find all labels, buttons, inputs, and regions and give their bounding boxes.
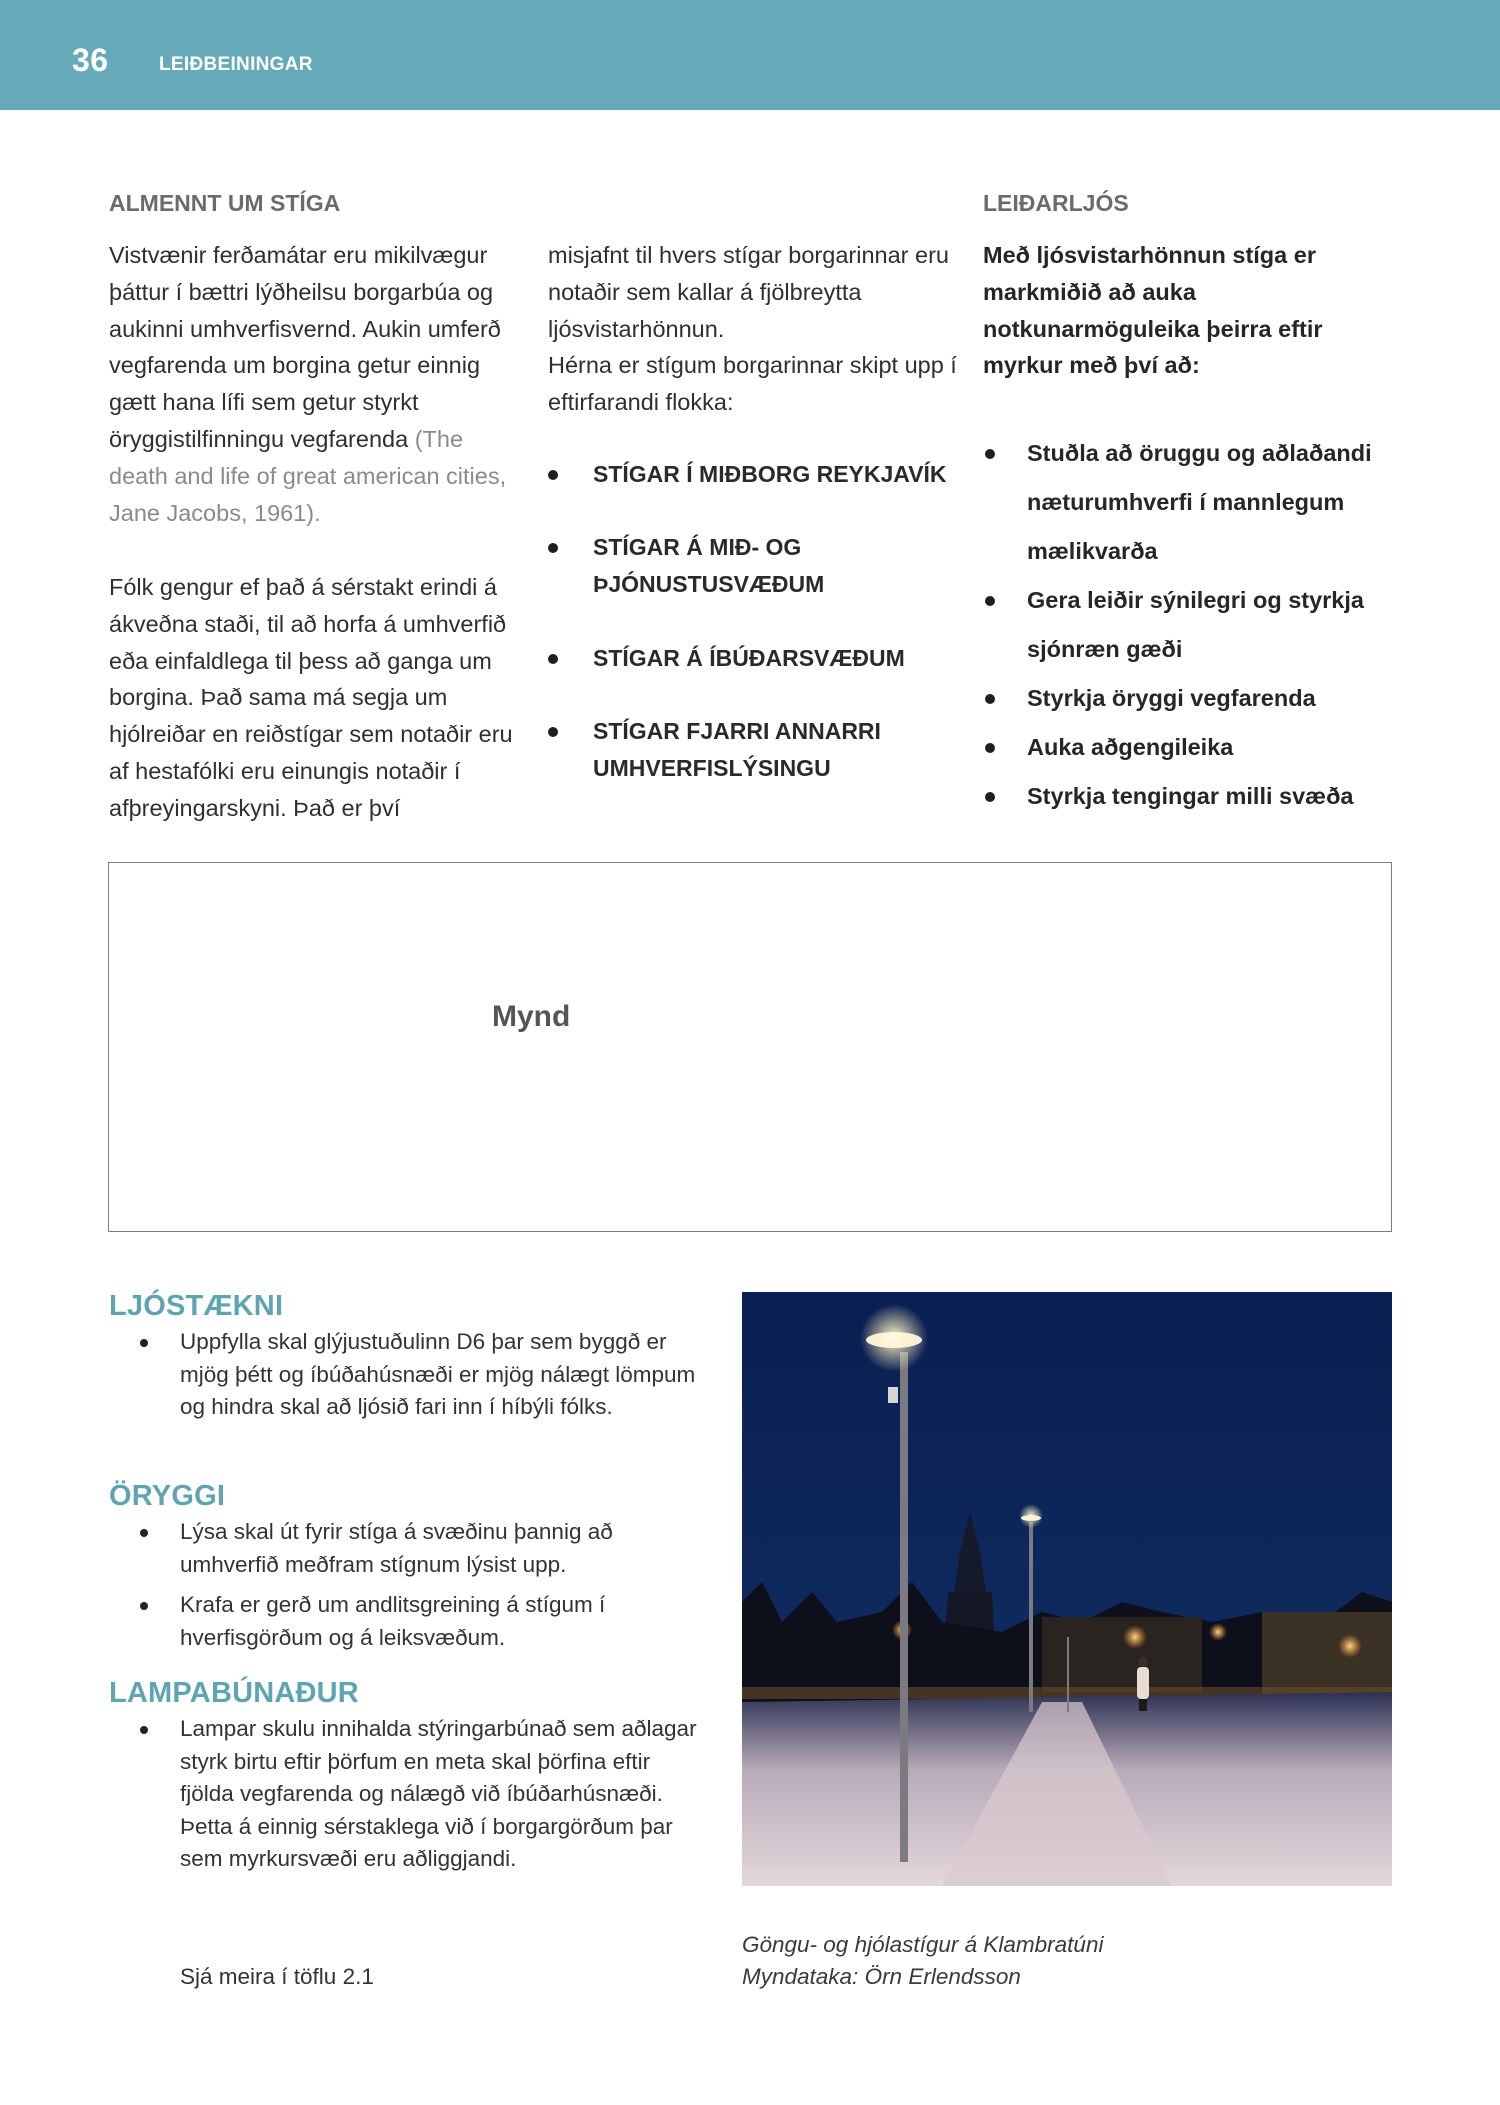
photo-caption — [742, 1929, 1103, 1993]
guideline-item — [983, 429, 1403, 576]
section-item-text: Krafa er gerð um andlitsgreining á stígum í hverfisgörðum og á leiksvæðum. — [180, 1592, 606, 1650]
image-placeholder — [108, 862, 1392, 1232]
bullet-icon — [140, 1339, 148, 1347]
general-heading: ALMENNT UM STÍGA — [109, 190, 341, 216]
bullet-icon — [548, 470, 558, 480]
photo-illustration — [742, 1292, 1392, 1886]
guideline-label: Styrkja tengingar milli svæða — [1027, 783, 1354, 809]
image-placeholder-label: Mynd — [492, 1000, 571, 1033]
bullet-icon — [140, 1529, 148, 1537]
general-paragraph-1 — [109, 237, 519, 531]
guidelines-heading: LEIÐARLJÓS — [983, 190, 1129, 216]
night-path-photo — [742, 1292, 1392, 1886]
guideline-label: Gera leiðir sýnilegri og styrkja sjónræn gæði — [1027, 587, 1364, 662]
see-more-reference: Sjá meira í töflu 2.1 — [180, 1964, 374, 1989]
path-categories-list — [548, 456, 968, 823]
section-item-text: Lampar skulu innihalda stýringarbúnað sem aðlagar styrk birtu eftir þörfum en meta skal þörfina eftir fjölda vegfarenda og nálægð við íbúðarhúsnæði. Þetta á einnig sérstaklega við í borgargörðum þar sem myrkursvæði eru aðliggjandi. — [180, 1716, 697, 1871]
bullet-icon — [548, 654, 558, 664]
guideline-item — [983, 772, 1403, 821]
category-item — [548, 529, 968, 603]
category-item — [548, 713, 968, 787]
category-item — [548, 456, 968, 493]
page-header-band — [0, 0, 1500, 110]
bullet-icon — [140, 1726, 148, 1734]
section-heading: LAMPABÚNAÐUR — [109, 1677, 359, 1709]
guidelines-list — [983, 429, 1403, 821]
category-label: STÍGAR Í MIÐBORG REYKJAVÍK — [593, 461, 947, 487]
section-lamp-equipment — [109, 1675, 699, 1884]
section-heading: ÖRYGGI — [109, 1480, 226, 1512]
general-paragraph-3: misjafnt til hvers stígar borgarinnar eru notaðir sem kallar á fjölbreytta ljósvistarhönnun. — [548, 242, 949, 342]
guideline-item — [983, 576, 1403, 674]
guideline-item — [983, 723, 1403, 772]
photo-caption-title: Göngu- og hjólastígur á Klambratúni — [742, 1932, 1104, 1957]
section-list — [109, 1713, 699, 1876]
category-label: STÍGAR Á ÍBÚÐARSVÆÐUM — [593, 645, 905, 671]
section-list — [109, 1516, 699, 1654]
bullet-icon — [985, 743, 995, 753]
category-label: STÍGAR Á MIÐ- OG ÞJÓNUSTUSVÆÐUM — [593, 534, 825, 597]
general-paragraph-2: Fólk gengur ef það á sérstakt erindi á ákveðna staði, til að horfa á umhverfið eða einfaldlega til þess að ganga um borgina. Það sama má segja um hjólreiðar en reiðstígar sem notaðir eru af hestafólki eru einungis notaðir í afþreyingarskyni. Það er því — [109, 574, 513, 821]
general-paragraph-continued — [548, 237, 958, 421]
section-item — [109, 1713, 699, 1876]
section-item — [109, 1326, 699, 1424]
bullet-icon — [985, 792, 995, 802]
guidelines-intro: Með ljósvistarhönnun stíga er markmiðið að auka notkunarmöguleika þeirra eftir myrkur með því að: — [983, 242, 1323, 379]
guideline-label: Stuðla að öruggu og aðlaðandi næturumhverfi í mannlegum mælikvarða — [1027, 440, 1372, 564]
bullet-icon — [548, 543, 558, 553]
section-item-text: Uppfylla skal glýjustuðulinn D6 þar sem byggð er mjög þétt og íbúðahúsnæði er mjög nálægt lömpum og hindra skal að ljósið fari inn í híbýli fólks. — [180, 1329, 696, 1419]
photo-credit: Myndataka: Örn Erlendsson — [742, 1964, 1021, 1989]
citation: (The death and life of great american cities, Jane Jacobs, 1961). — [109, 425, 507, 526]
guideline-item — [983, 674, 1403, 723]
general-paragraph-1-main: Vistvænir ferðamátar eru mikilvægur þáttur í bættri lýðheilsu borgarbúa og aukinni umhverfisvernd. Aukin umferð vegfarenda um borgina getur einnig gætt hana lífi sem getur styrkt öryggistilfinningu vegfarenda — [109, 242, 501, 452]
bullet-icon — [140, 1602, 148, 1610]
general-paragraph-4: Hérna er stígum borgarinnar skipt upp í eftirfarandi flokka: — [548, 352, 957, 416]
category-item — [548, 640, 968, 677]
section-lighting-tech — [109, 1288, 699, 1432]
section-item — [109, 1516, 699, 1581]
bullet-icon — [985, 449, 995, 459]
section-safety — [109, 1478, 699, 1662]
category-label: STÍGAR FJARRI ANNARRI UMHVERFISLÝSINGU — [593, 718, 881, 781]
bullet-icon — [985, 596, 995, 606]
guideline-label: Styrkja öryggi vegfarenda — [1027, 685, 1316, 711]
section-item — [109, 1589, 699, 1654]
section-item-text: Lýsa skal út fyrir stíga á svæðinu þannig að umhverfið meðfram stígnum lýsist upp. — [180, 1519, 613, 1577]
bullet-icon — [548, 727, 558, 737]
guideline-label: Auka aðgengileika — [1027, 734, 1234, 760]
section-title: LEIÐBEININGAR — [159, 54, 313, 75]
section-list — [109, 1326, 699, 1424]
section-heading: LJÓSTÆKNI — [109, 1290, 284, 1322]
bullet-icon — [985, 694, 995, 704]
page-number: 36 — [72, 42, 109, 78]
